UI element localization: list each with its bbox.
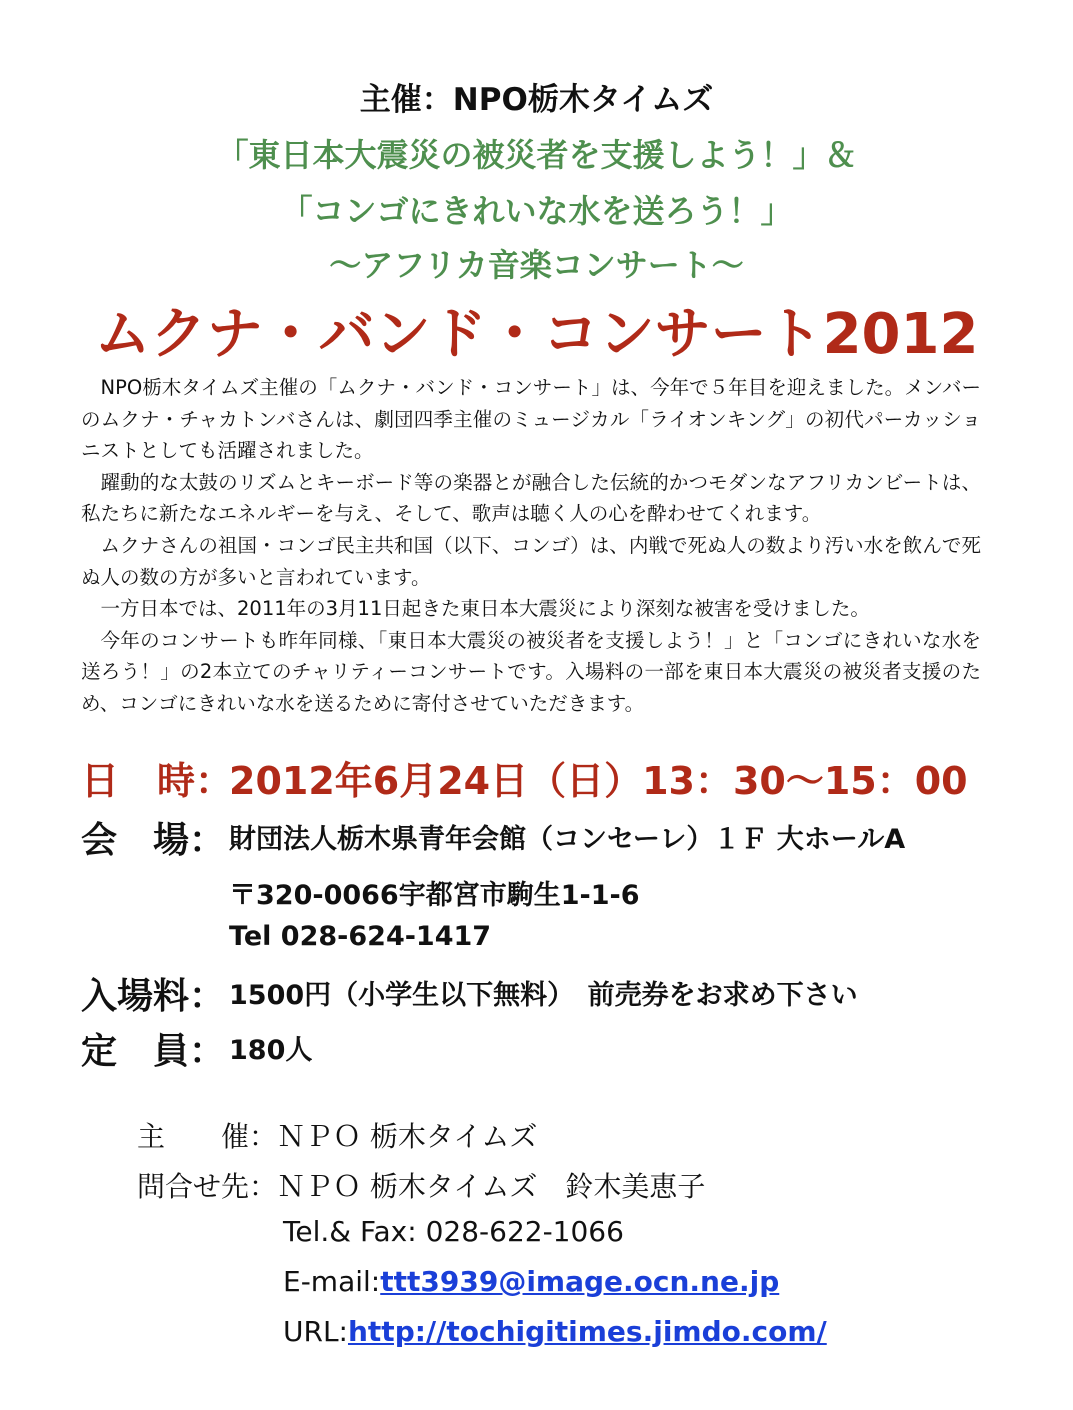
tel-fax: Tel.& Fax: 028-622-1066 [283, 1215, 624, 1248]
fee-label: 入場料： [81, 976, 226, 1017]
paragraph-2: 躍動的な太鼓のリズムとキーボード等の楽器とが融合した伝統的かつモダンなアフリカンビートは、私たちに新たなエネルギーを与え、そして、歌声は聴く人の心を酔わせてくれます。 [81, 470, 981, 526]
url-label: URL: [283, 1315, 348, 1348]
fee-row [81, 968, 858, 1019]
concert-title: ムクナ・バンド・コンサート2012 [94, 302, 979, 367]
capacity-value: 180人 [229, 1035, 313, 1066]
paragraph-3: ムクナさんの祖国・コンゴ民主共和国（以下、コンゴ）は、内戦で死ぬ人の数より汚い水を飲んで死ぬ人の数の方が多いと言われています。 [81, 533, 981, 589]
website-link[interactable]: http://tochigitimes.jimdo.com/ [347, 1315, 827, 1348]
url-row [283, 1315, 827, 1348]
email-link[interactable]: ttt3939@image.ocn.ne.jp [380, 1265, 780, 1298]
subtitle-line-1: 「東日本大震災の被災者を支援しよう！」＆ [216, 136, 857, 174]
venue-value: 財団法人栃木県青年会館（コンセーレ）１Ｆ 大ホールA [229, 824, 906, 855]
datetime-row [81, 750, 968, 805]
venue-address: 〒320-0066宇都宮市駒生1-1-6 [229, 880, 640, 911]
paragraph-1: NPO栃木タイムズ主催の「ムクナ・バンド・コンサート」は、今年で５年目を迎えました。メンバーのムクナ・チャカトンバさんは、劇団四季主催のミュージカル「ライオンキング」の初代パーカッショニストとしても活躍されました。 [81, 376, 981, 463]
host-line: 主 催：ＮＰＯ 栃木タイムズ [137, 1120, 538, 1153]
datetime-value: 2012年6月24日（日）13：30〜15：00 [229, 759, 968, 803]
venue-tel: Tel 028-624-1417 [229, 921, 492, 952]
venue-label: 会 場： [81, 820, 226, 861]
venue-row [81, 812, 905, 863]
subtitle-line-2: 「コンゴにきれいな水を送ろう！」 [280, 192, 793, 230]
paragraph-5: 今年のコンサートも昨年同様、「東日本大震災の被災者を支援しよう！」と「コンゴにきれいな水を送ろう！」の2本立てのチャリティーコンサートです。入場料の一部を東日本大震災の被災者支援のため、コンゴにきれいな水を送るために寄付させていただきます。 [81, 628, 981, 715]
paragraph-4: 一方日本では、2011年の3月11日起きた東日本大震災により深刻な被害を受けました。 [100, 597, 870, 621]
datetime-label: 日 時： [81, 759, 234, 803]
fee-value: 1500円（小学生以下無料） 前売券をお求め下さい [229, 980, 858, 1011]
inquiry-line: 問合せ先：ＮＰＯ 栃木タイムズ 鈴木美恵子 [137, 1170, 706, 1203]
email-row [283, 1265, 779, 1298]
capacity-label: 定 員： [81, 1031, 226, 1072]
capacity-row [81, 1023, 312, 1074]
description [81, 372, 981, 720]
subtitle-line-3: 〜アフリカ音楽コンサート〜 [329, 246, 744, 284]
organizer-heading: 主催：NPO栃木タイムズ [359, 82, 714, 118]
email-label: E-mail: [283, 1265, 381, 1298]
